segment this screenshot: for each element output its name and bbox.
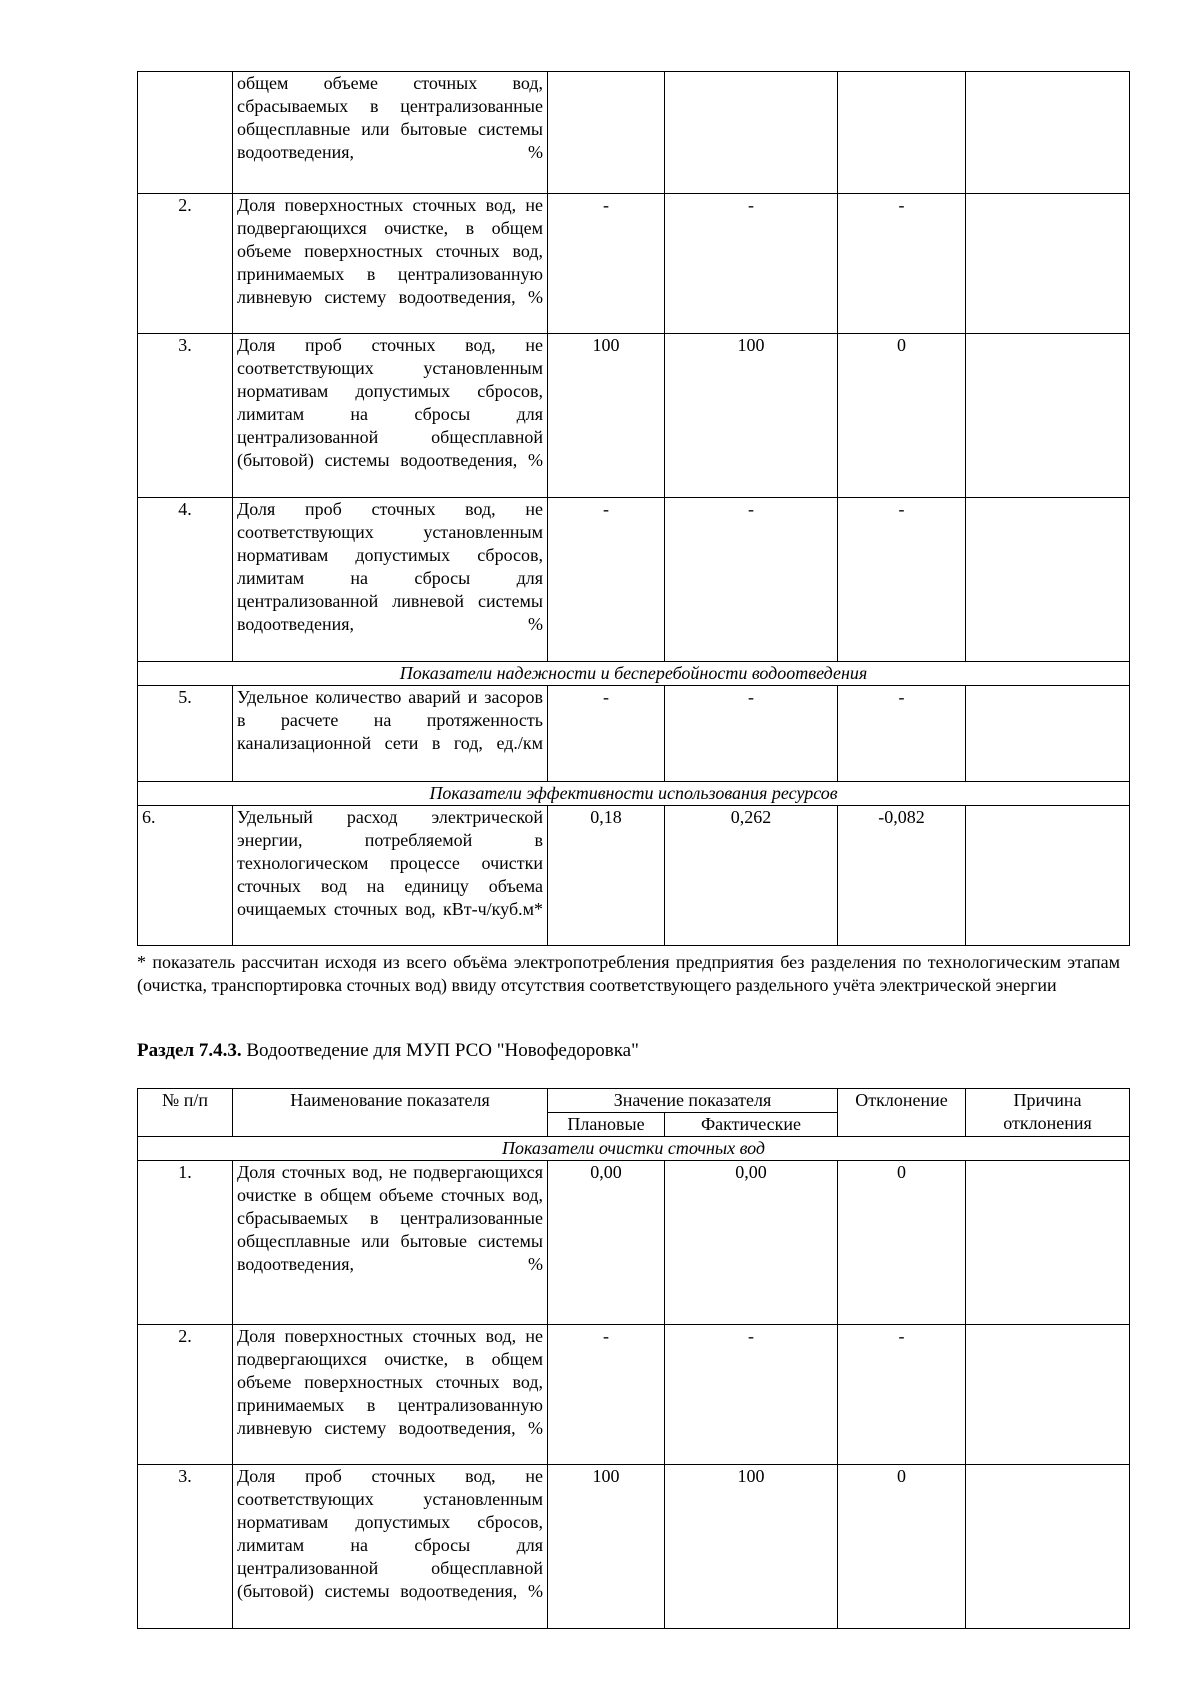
plan-value: - [548, 1325, 665, 1465]
fact-value: 100 [665, 1465, 838, 1629]
indicator-name: Доля сточных вод, не подвергающихся очистке в общем объеме сточных вод, сбрасываемых в централизованные общесплавные или бытовые системы водоотведения, % [233, 1161, 548, 1325]
section-row [138, 782, 1130, 806]
indicator-name: Доля поверхностных сточных вод, не подвергающихся очистке, в общем объеме поверхностных сточных вод, принимаемых в централизованную ливневую систему водоотведения, % [233, 1325, 548, 1465]
deviation-reason [966, 334, 1130, 498]
deviation-reason [966, 194, 1130, 334]
indicator-name: общем объеме сточных вод, сбрасываемых в централизованные общесплавные или бытовые системы водоотведения, % [233, 72, 548, 194]
row-number: 1. [138, 1161, 233, 1325]
deviation-value: - [838, 498, 966, 662]
indicator-name: Удельный расход электрической энергии, потребляемой в технологическом процессе очистки сточных вод на единицу объема очищаемых сточных вод, кВт-ч/куб.м* [233, 806, 548, 946]
header-fact: Фактические [665, 1113, 838, 1137]
header-deviation: Отклонение [838, 1089, 966, 1137]
fact-value: 0,262 [665, 806, 838, 946]
section-heading-text: Водоотведение для МУП РСО "Новофедоровка" [241, 1040, 639, 1061]
table-row [138, 806, 1130, 946]
plan-value: - [548, 686, 665, 782]
indicators-table-novofedorovka [137, 1088, 1130, 1629]
indicator-name: Доля проб сточных вод, не соответствующих установленным нормативам допустимых сбросов, лимитам на сбросы для централизованной общесплавной (бытовой) системы водоотведения, % [233, 334, 548, 498]
row-number: 3. [138, 334, 233, 498]
row-number: 3. [138, 1465, 233, 1629]
table-header-row [138, 1089, 1130, 1113]
row-number: 5. [138, 686, 233, 782]
row-number: 6. [138, 806, 233, 946]
deviation-value: 0 [838, 1161, 966, 1325]
deviation-value: - [838, 686, 966, 782]
section-title-cleaning: Показатели очистки сточных вод [138, 1137, 1130, 1161]
deviation-value [838, 72, 966, 194]
table-row [138, 72, 1130, 194]
header-reason: Причина отклонения [966, 1089, 1130, 1137]
table-row [138, 1465, 1130, 1629]
fact-value: 0,00 [665, 1161, 838, 1325]
header-plan: Плановые [548, 1113, 665, 1137]
indicator-name: Удельное количество аварий и засоров в расчете на протяженность канализационной сети в год, ед./км [233, 686, 548, 782]
deviation-reason [966, 686, 1130, 782]
plan-value [548, 72, 665, 194]
plan-value: 100 [548, 1465, 665, 1629]
section-title-reliability: Показатели надежности и бесперебойности водоотведения [138, 662, 1130, 686]
fact-value [665, 72, 838, 194]
header-indicator-name: Наименование показателя [233, 1089, 548, 1137]
row-number [138, 72, 233, 194]
fact-value: - [665, 686, 838, 782]
table-row [138, 334, 1130, 498]
section-heading [137, 1039, 639, 1062]
plan-value: 0,00 [548, 1161, 665, 1325]
fact-value: - [665, 1325, 838, 1465]
indicators-table-continued [137, 71, 1130, 946]
row-number: 4. [138, 498, 233, 662]
deviation-reason [966, 806, 1130, 946]
footnote: * показатель рассчитан исходя из всего объёма электропотребления предприятия без разделения по технологическим этапам (очистка, транспортировка сточных вод) ввиду отсутствия соответствующего раздельного учёта электрической энергии [137, 952, 1120, 995]
plan-value: - [548, 498, 665, 662]
table-row [138, 498, 1130, 662]
plan-value: 100 [548, 334, 665, 498]
fact-value: - [665, 194, 838, 334]
deviation-reason [966, 72, 1130, 194]
fact-value: - [665, 498, 838, 662]
deviation-value: - [838, 1325, 966, 1465]
section-heading-label: Раздел 7.4.3. [137, 1040, 242, 1061]
header-value-group: Значение показателя [548, 1089, 838, 1113]
header-number: № п/п [138, 1089, 233, 1137]
table-row [138, 194, 1130, 334]
deviation-reason [966, 1465, 1130, 1629]
section-row [138, 1137, 1130, 1161]
row-number: 2. [138, 1325, 233, 1465]
table-row [138, 1325, 1130, 1465]
plan-value: 0,18 [548, 806, 665, 946]
section-row [138, 662, 1130, 686]
row-number: 2. [138, 194, 233, 334]
deviation-reason [966, 1325, 1130, 1465]
indicator-name: Доля проб сточных вод, не соответствующих установленным нормативам допустимых сбросов, лимитам на сбросы для централизованной общесплавной (бытовой) системы водоотведения, % [233, 1465, 548, 1629]
deviation-value: 0 [838, 1465, 966, 1629]
deviation-reason [966, 1161, 1130, 1325]
indicator-name: Доля поверхностных сточных вод, не подвергающихся очистке, в общем объеме поверхностных сточных вод, принимаемых в централизованную ливневую систему водоотведения, % [233, 194, 548, 334]
deviation-value: - [838, 194, 966, 334]
indicator-name: Доля проб сточных вод, не соответствующих установленным нормативам допустимых сбросов, лимитам на сбросы для централизованной ливневой системы водоотведения, % [233, 498, 548, 662]
section-title-efficiency: Показатели эффективности использования ресурсов [138, 782, 1130, 806]
fact-value: 100 [665, 334, 838, 498]
table-row [138, 1161, 1130, 1325]
deviation-value: -0,082 [838, 806, 966, 946]
deviation-value: 0 [838, 334, 966, 498]
plan-value: - [548, 194, 665, 334]
table-row [138, 686, 1130, 782]
deviation-reason [966, 498, 1130, 662]
